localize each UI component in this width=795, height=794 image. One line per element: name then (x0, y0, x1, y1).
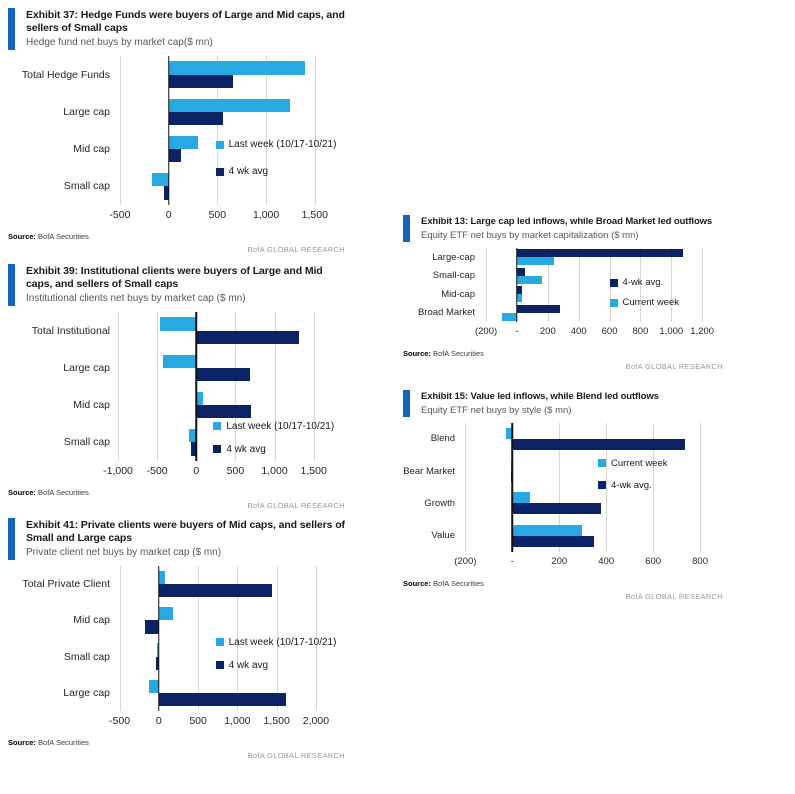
tick-label: 1,500 (300, 464, 327, 477)
x-axis-labels (454, 552, 713, 568)
category-label: Small-cap (432, 270, 475, 282)
bar-4-wk-avg (169, 149, 182, 162)
legend-swatch (213, 422, 221, 430)
x-axis-labels (109, 205, 345, 221)
chart-title: Exhibit 39: Institutional clients were buyers of Large and Mid caps, and sellers of Small caps (26, 265, 323, 291)
category-label: Mid-cap (441, 288, 475, 300)
legend-item (216, 637, 337, 648)
accent-bar (403, 215, 410, 242)
legend-label: Last week (10/17-10/21) (226, 420, 335, 432)
legend-label: Current week (611, 457, 668, 469)
category-label: Large cap (63, 686, 110, 699)
bar-last-week-10-17-10-21 (159, 571, 165, 584)
category-label: Total Hedge Funds (21, 68, 110, 81)
x-axis-labels (103, 461, 345, 477)
exhibit-37-panel (8, 8, 345, 254)
gridline (120, 566, 121, 711)
tick-label: 0 (193, 464, 200, 477)
bar-4-wk-avg (517, 249, 683, 257)
bar-last-week-10-17-10-21 (160, 317, 196, 330)
gridline (118, 312, 119, 461)
legend-swatch (610, 299, 618, 307)
accent-bar (8, 8, 15, 50)
category-label: Small cap (63, 650, 110, 663)
tick-label: 1,000 (224, 714, 251, 727)
category-label: Mid cap (73, 399, 110, 412)
bar-last-week-10-17-10-21 (169, 136, 198, 149)
source-text: BofA Securities (433, 578, 484, 588)
legend-item (216, 166, 337, 177)
bar-4-wk-avg (517, 268, 525, 276)
legend-item (216, 660, 337, 671)
legend-label: Last week (10/17-10/21) (228, 636, 337, 648)
chart-header (8, 8, 345, 50)
legend (598, 458, 668, 491)
chart-subtitle: Equity ETF net buys by style ($ mn) (421, 404, 572, 416)
gridline (120, 56, 121, 205)
plot-area (118, 566, 345, 711)
plot-row (8, 56, 345, 205)
tick-label: 500 (189, 714, 207, 727)
chart-subtitle: Private client net buys by market cap ($ mn) (26, 547, 222, 559)
gridline (465, 423, 466, 552)
tick-label: 400 (570, 325, 587, 337)
legend-swatch (610, 279, 618, 287)
bar-4-wk-avg (196, 331, 299, 344)
tick-label: 1,000 (252, 208, 280, 221)
tick-label: 2,000 (302, 714, 330, 727)
plot-area (118, 56, 345, 205)
legend-label: 4-wk avg. (611, 479, 652, 491)
bar-4-wk-avg (169, 75, 233, 88)
research-footer: BofA GLOBAL RESEARCH (625, 361, 723, 371)
legend-item (598, 458, 668, 469)
source-text: BofA Securities (38, 487, 89, 497)
tick-label: 1,500 (263, 714, 290, 727)
legend-item (598, 480, 668, 491)
bar-current-week (512, 492, 530, 503)
legend-item (213, 444, 334, 455)
tick-label: 200 (539, 325, 556, 337)
tick-label: (200) (454, 555, 477, 567)
tick-label: -500 (109, 714, 131, 727)
tick-label: (200) (474, 325, 498, 337)
zero-axis-line (512, 423, 514, 552)
source-line (8, 232, 345, 241)
legend-label: 4 wk avg (228, 166, 269, 178)
bar-last-week-10-17-10-21 (152, 173, 169, 186)
chart-subtitle: Equity ETF net buys by market capitalization ($ mn) (421, 229, 639, 241)
source-text: BofA Securities (433, 348, 484, 358)
bar-4-wk-avg (517, 305, 560, 313)
category-label: Small cap (63, 436, 110, 449)
source-label: Source: (8, 231, 36, 241)
tick-label: -1,000 (103, 464, 133, 477)
source-label: Source: (403, 348, 431, 358)
bar-4-wk-avg (159, 693, 287, 706)
legend-item (610, 297, 680, 308)
tick-label: 400 (598, 555, 615, 567)
gridline (702, 248, 703, 322)
source-label: Source: (403, 578, 431, 588)
category-label: Total Institutional (31, 324, 110, 337)
tick-label: 600 (601, 325, 618, 337)
zero-axis-line (516, 248, 518, 322)
research-footer: BofA GLOBAL RESEARCH (247, 750, 345, 760)
source-text: BofA Securities (38, 737, 89, 747)
tick-label: - (515, 325, 519, 337)
tick-label: 1,000 (261, 464, 288, 477)
tick-label: 1,000 (659, 325, 684, 337)
source-label: Source: (8, 487, 36, 497)
legend-label: 4 wk avg (228, 659, 269, 671)
zero-axis-line (168, 56, 170, 205)
chart-subtitle: Hedge fund net buys by market cap($ mn) (26, 37, 213, 49)
exhibit-15-panel (403, 390, 723, 601)
bar-current-week (517, 276, 542, 284)
x-axis-labels (474, 322, 715, 338)
chart-header (8, 518, 345, 560)
legend-swatch (216, 168, 224, 176)
plot-area (483, 248, 713, 322)
legend (610, 277, 680, 308)
legend-label: Last week (10/17-10/21) (228, 139, 337, 151)
research-footer: BofA GLOBAL RESEARCH (247, 244, 345, 254)
bar-last-week-10-17-10-21 (196, 392, 202, 405)
source-line (8, 738, 345, 747)
category-label: Total Private Client (22, 578, 110, 591)
category-label: Large-cap (432, 251, 475, 263)
chart-title: Exhibit 41: Private clients were buyers of Mid caps, and sellers of Small and Large caps (26, 519, 345, 545)
chart-header (403, 390, 723, 417)
plot-area (118, 312, 345, 461)
legend (213, 421, 334, 455)
chart-header (8, 264, 345, 306)
bar-4-wk-avg (159, 584, 272, 597)
tick-label: 0 (165, 208, 172, 221)
category-labels (403, 423, 463, 552)
category-label: Mid cap (73, 143, 110, 156)
chart-title: Exhibit 13: Large cap led inflows, while Broad Market led outflows (421, 216, 713, 227)
accent-bar (403, 390, 410, 417)
x-axis-labels (109, 711, 345, 727)
tick-label: 1,500 (301, 208, 328, 221)
tick-label: -500 (109, 208, 131, 221)
legend-label: 4-wk avg. (622, 277, 664, 289)
bar-4-wk-avg (145, 620, 158, 633)
source-line (403, 579, 723, 588)
legend-item (610, 277, 680, 288)
gridline (315, 56, 316, 205)
bar-4-wk-avg (512, 536, 594, 547)
legend-item (216, 139, 337, 150)
category-label: Blend (430, 433, 455, 445)
category-label: Large cap (63, 105, 110, 118)
bar-current-week (512, 525, 581, 536)
tick-label: 500 (226, 464, 245, 477)
gridline (700, 423, 701, 552)
legend (216, 139, 337, 177)
legend-label: 4 wk avg (226, 443, 266, 455)
category-label: Large cap (63, 361, 110, 374)
tick-label: 500 (208, 208, 227, 221)
category-label: Growth (424, 497, 455, 509)
category-label: Value (431, 530, 455, 542)
category-label: Mid cap (73, 614, 110, 627)
source-label: Source: (8, 737, 36, 747)
chart-subtitle: Institutional clients net buys by market cap ($ mn) (26, 293, 246, 305)
legend-swatch (216, 141, 224, 149)
tick-label: 800 (692, 555, 709, 567)
category-labels (403, 248, 483, 322)
plot-area (463, 423, 713, 552)
legend-swatch (598, 459, 606, 467)
category-label: Broad Market (417, 307, 475, 319)
legend-item (213, 421, 334, 432)
zero-axis-line (196, 312, 198, 461)
legend-swatch (213, 445, 221, 453)
bar-current-week (502, 313, 517, 321)
bar-last-week-10-17-10-21 (169, 99, 291, 112)
tick-label: 800 (632, 325, 649, 337)
chart-header (403, 215, 723, 242)
bar-4-wk-avg (169, 112, 224, 125)
tick-label: 1,200 (690, 325, 715, 337)
category-label: Small cap (63, 180, 110, 193)
chart-title: Exhibit 37: Hedge Funds were buyers of Large and Mid caps, and sellers of Small caps (26, 9, 345, 35)
legend-label: Current week (622, 297, 679, 309)
exhibit-41-panel (8, 518, 345, 760)
bar-4-wk-avg (512, 439, 685, 450)
bar-last-week-10-17-10-21 (163, 355, 196, 368)
legend-swatch (598, 481, 606, 489)
source-line (403, 349, 723, 358)
zero-axis-line (158, 566, 160, 711)
source-text: BofA Securities (38, 231, 89, 241)
tick-label: -500 (146, 464, 168, 477)
category-labels (8, 56, 118, 205)
tick-label: 200 (551, 555, 568, 567)
bar-last-week-10-17-10-21 (159, 607, 173, 620)
plot-row (403, 248, 723, 322)
bar-4-wk-avg (196, 368, 250, 381)
bar-4-wk-avg (512, 503, 601, 514)
category-label: Bear Market (403, 465, 455, 477)
bar-4-wk-avg (196, 405, 251, 418)
legend-swatch (216, 661, 224, 669)
gridline (486, 248, 487, 322)
accent-bar (8, 264, 15, 306)
category-labels (8, 312, 118, 461)
plot-row (403, 423, 723, 552)
exhibit-13-panel (403, 215, 723, 371)
chart-title: Exhibit 15: Value led inflows, while Blend led outflows (421, 391, 659, 402)
gridline (579, 248, 580, 322)
plot-row (8, 566, 345, 711)
accent-bar (8, 518, 15, 560)
bar-current-week (517, 257, 554, 265)
tick-label: - (510, 555, 514, 567)
gridline (157, 312, 158, 461)
gridline (266, 56, 267, 205)
research-footer: BofA GLOBAL RESEARCH (247, 500, 345, 510)
exhibit-39-panel (8, 264, 345, 510)
bar-last-week-10-17-10-21 (169, 61, 305, 74)
tick-label: 600 (645, 555, 662, 567)
legend-swatch (216, 638, 224, 646)
tick-label: 0 (155, 714, 162, 727)
category-labels (8, 566, 118, 711)
plot-row (8, 312, 345, 461)
research-footer: BofA GLOBAL RESEARCH (625, 591, 723, 601)
legend (216, 637, 337, 671)
source-line (8, 488, 345, 497)
